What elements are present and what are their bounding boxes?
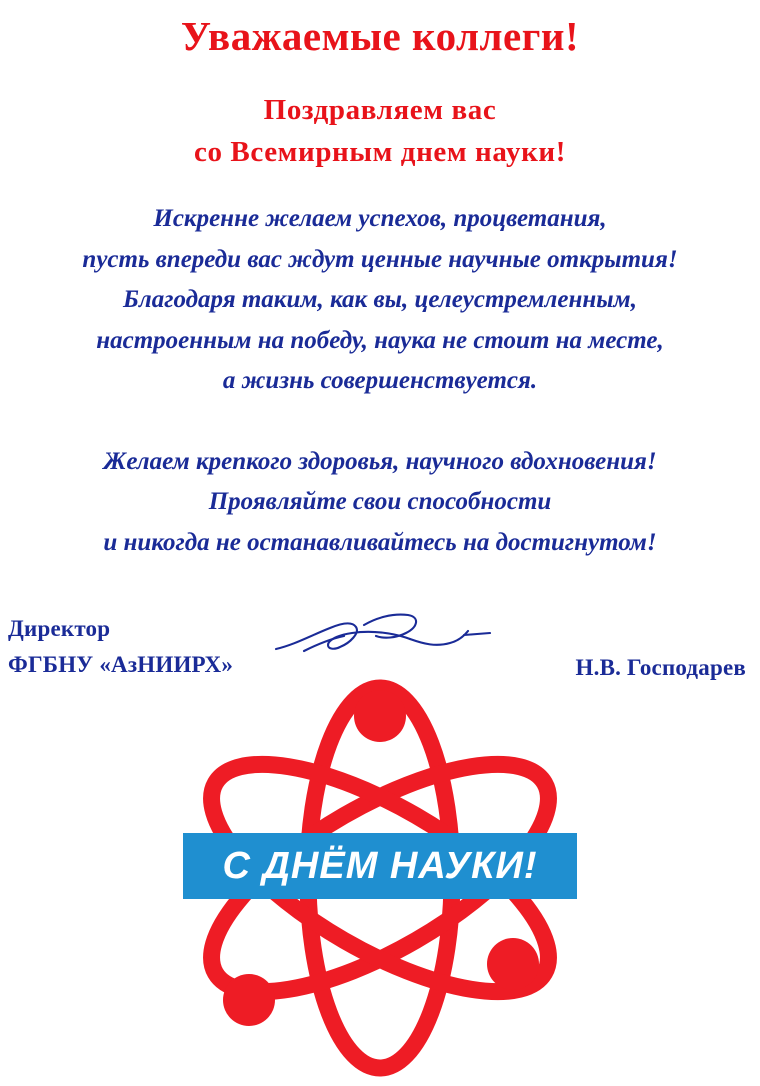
paragraph-one-line-5: а жизнь совершенствуется. xyxy=(222,367,538,395)
paragraph-two-line-3: и никогда не останавливайтесь на достигнутом! xyxy=(103,528,657,556)
signatory-role xyxy=(8,611,233,682)
paragraph-one-line-2: пусть впереди вас ждут ценные научные открытия! xyxy=(82,245,678,273)
paragraph-one-line-3: Благодаря таким, как вы, целеустремленным, xyxy=(123,286,637,314)
signatory-role-line-2: ФГБНУ «АзНИИРХ» xyxy=(8,651,234,677)
page-title: Уважаемые коллеги! xyxy=(180,13,580,59)
paragraph-two-line-1: Желаем крепкого здоровья, научного вдохновения! xyxy=(103,447,657,475)
subtitle-block xyxy=(0,89,760,173)
paragraph-spacer xyxy=(0,402,760,416)
signatory-role-line-1: Директор xyxy=(8,616,111,642)
greeting-paragraph-one xyxy=(0,199,760,402)
atom-electron-top xyxy=(354,690,406,742)
subtitle-line-1: Поздравляем вас xyxy=(263,94,497,127)
paragraph-one-line-1: Искренне желаем успехов, процветания, xyxy=(153,205,607,233)
greeting-card-page xyxy=(0,14,760,1086)
greeting-paragraph-two xyxy=(0,442,760,564)
science-day-banner xyxy=(183,833,577,899)
paragraph-one-line-4: настроенным на победу, наука не стоит на месте, xyxy=(96,326,664,354)
handwritten-signature-icon xyxy=(268,605,498,675)
signatory-name: Н.В. Господарев xyxy=(575,655,746,681)
science-day-emblem xyxy=(0,678,760,1078)
subtitle-line-2: со Всемирным днем науки! xyxy=(194,136,566,169)
atom-electron-right xyxy=(487,938,539,990)
paragraph-two-line-2: Проявляйте свои способности xyxy=(208,488,552,516)
atom-electron-bottom-left xyxy=(223,974,275,1026)
banner-text: С ДНЁМ НАУКИ! xyxy=(222,844,538,887)
